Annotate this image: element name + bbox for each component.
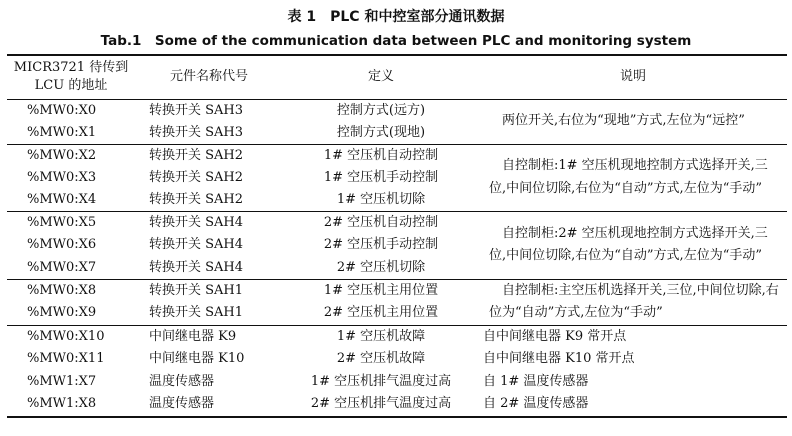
cell-address: %MW1:X8 (27, 396, 97, 412)
cell-definition: 1# 空压机主用位置 (323, 282, 439, 298)
cell-component-name: 转换开关 SAH3 (149, 102, 244, 118)
cell-description: 两位开关,右位为“现地”方式,左位为“远控” (502, 113, 745, 129)
table-row (7, 144, 787, 167)
table-row (7, 325, 787, 348)
cell-address: %MW0:X6 (27, 237, 97, 253)
cell-component-name: 转换开关 SAH1 (149, 282, 244, 298)
cell-component-name: 转换开关 SAH3 (149, 124, 244, 140)
cell-address: %MW0:X7 (27, 259, 97, 275)
cell-component-name: 中间继电器 K10 (149, 351, 245, 367)
cell-address: %MW1:X7 (27, 373, 97, 389)
cell-definition: 1# 空压机手动控制 (323, 169, 439, 185)
cell-definition: 2# 空压机手动控制 (323, 237, 439, 253)
cell-component-name: 转换开关 SAH4 (149, 237, 244, 253)
table-row (7, 99, 787, 122)
cell-definition: 1# 空压机排气温度过高 (310, 373, 452, 389)
header-row (7, 55, 787, 99)
table-title-english: Tab.1 Some of the communication data between PLC and monitoring system (100, 33, 692, 49)
table-body (7, 99, 787, 417)
cell-component-name: 温度传感器 (149, 396, 215, 412)
cell-component-name: 转换开关 SAH4 (149, 259, 244, 275)
cell-address: %MW0:X11 (27, 351, 105, 367)
cell-address: %MW0:X4 (27, 192, 97, 207)
cell-component-name: 中间继电器 K9 (149, 328, 237, 344)
cell-definition: 2# 空压机切除 (336, 259, 426, 275)
cell-definition: 控制方式(现地) (336, 124, 426, 140)
cell-definition: 控制方式(远方) (336, 102, 426, 118)
cell-component-name: 转换开关 SAH2 (149, 192, 244, 207)
cell-description: 自控制柜:2# 空压机现地控制方式选择开关,三位,中间位切除,右位为“自动”方式,左位为“手动” (489, 225, 768, 264)
communication-data-table (7, 54, 787, 418)
table-header (7, 55, 787, 99)
table-title-chinese: 表 1 PLC 和中控室部分通讯数据 (287, 9, 505, 25)
header-component-name: 元件名称代号 (169, 69, 248, 85)
table-row (7, 212, 787, 235)
cell-address: %MW0:X10 (27, 328, 105, 344)
cell-address: %MW0:X5 (27, 215, 97, 230)
table-row (7, 393, 787, 417)
cell-definition: 1# 空压机故障 (336, 328, 426, 344)
cell-address: %MW0:X1 (27, 124, 97, 140)
header-address: MICR3721 待传到 LCU 的地址 (13, 60, 129, 94)
cell-address: %MW0:X0 (27, 102, 97, 118)
header-definition: 定义 (367, 69, 394, 85)
cell-address: %MW0:X8 (27, 282, 97, 298)
cell-address: %MW0:X2 (27, 147, 97, 163)
cell-description: 自中间继电器 K9 常开点 (483, 328, 627, 344)
cell-description: 自控制柜:1# 空压机现地控制方式选择开关,三位,中间位切除,右位为“自动”方式,左位为“手动” (489, 158, 768, 196)
header-description: 说明 (619, 69, 646, 85)
cell-component-name: 转换开关 SAH2 (149, 169, 244, 185)
table-row (7, 279, 787, 302)
cell-definition: 1# 空压机自动控制 (323, 147, 439, 163)
cell-definition: 2# 空压机自动控制 (323, 215, 439, 230)
cell-component-name: 转换开关 SAH4 (149, 215, 244, 230)
cell-definition: 2# 空压机故障 (336, 351, 426, 367)
cell-address: %MW0:X9 (27, 305, 97, 321)
cell-description: 自中间继电器 K10 常开点 (483, 351, 635, 366)
cell-definition: 2# 空压机主用位置 (323, 305, 439, 321)
cell-description: 自 2# 温度传感器 (483, 396, 589, 411)
cell-component-name: 转换开关 SAH1 (149, 305, 244, 321)
cell-component-name: 温度传感器 (149, 373, 215, 389)
cell-description: 自控制柜:主空压机选择开关,三位,中间位切除,右位为“自动”方式,左位为“手动” (489, 282, 779, 320)
table-row (7, 348, 787, 371)
cell-address: %MW0:X3 (27, 169, 97, 185)
cell-description: 自 1# 温度传感器 (483, 373, 589, 389)
table-row (7, 371, 787, 394)
cell-component-name: 转换开关 SAH2 (149, 147, 244, 163)
cell-definition: 1# 空压机切除 (336, 192, 426, 207)
cell-definition: 2# 空压机排气温度过高 (310, 396, 452, 412)
